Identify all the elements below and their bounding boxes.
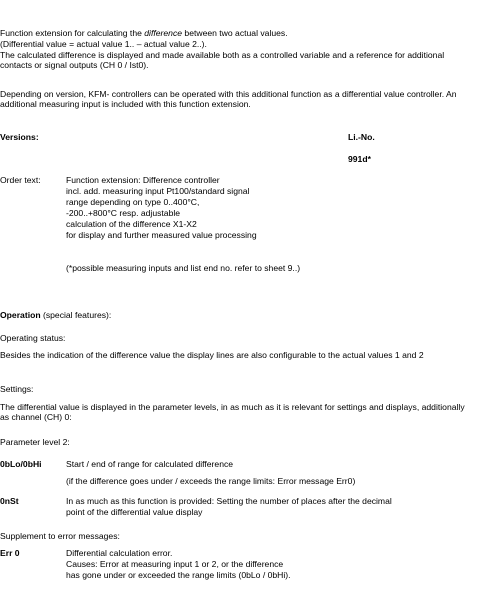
- order-line: range depending on type 0..400°C,: [66, 197, 200, 207]
- param-description: Start / end of range for calculated difference: [66, 459, 234, 469]
- order-line: calculation of the difference X1-X2: [66, 219, 197, 229]
- intro-line-1: [0, 28, 288, 38]
- operation-heading-bold: Operation: [0, 310, 41, 320]
- settings-text: The differential value is displayed in the parameter levels, in as much as it is relevant for settings and displays, additionally as channel (CH) 0:: [0, 402, 465, 423]
- versions-label: Versions:: [0, 132, 39, 142]
- operation-heading-rest: (special features):: [40, 310, 112, 320]
- error-line: Differential calculation error.: [66, 548, 173, 558]
- param-description: (if the difference goes under / exceeds the range limits: Error message Err0): [66, 476, 356, 486]
- param-code: 0nSt: [0, 496, 19, 506]
- param-code: 0bLo/0bHi: [0, 459, 42, 469]
- intro-text: Function extension for calculating the: [0, 28, 145, 38]
- settings-label: Settings:: [0, 384, 34, 394]
- error-supplement-label: Supplement to error messages:: [0, 531, 120, 541]
- operating-status-text: Besides the indication of the difference value the display lines are also configurable to the actual values 1 and 2: [0, 350, 424, 360]
- error-code: Err 0: [0, 548, 20, 558]
- intro-text: between two actual values.: [182, 28, 288, 38]
- order-line: for display and further measured value processing: [66, 230, 257, 240]
- error-line: Causes: Error at measuring input 1 or 2, or the difference: [66, 559, 284, 569]
- param-description: point of the differential value display: [66, 507, 203, 517]
- intro-line-2: (Differential value = actual value 1.. – actual value 2..).: [0, 39, 207, 49]
- operating-status-label: Operating status:: [0, 333, 66, 343]
- intro-paragraph-2: Depending on version, KFM- controllers can be operated with this additional function as a differential value controller. An additional measuring input is included with this function extension.: [0, 89, 457, 110]
- error-line: has gone under or exceeded the range limits (0bLo / 0bHi).: [66, 570, 291, 580]
- operation-heading: [0, 310, 111, 320]
- order-line: -200..+800°C resp. adjustable: [66, 208, 181, 218]
- order-text-label: Order text:: [0, 175, 41, 185]
- param-description: In as much as this function is provided: Setting the number of places after the decimal: [66, 496, 392, 506]
- parameter-level-label: Parameter level 2:: [0, 437, 70, 447]
- order-line: Function extension: Difference controller: [66, 175, 220, 185]
- lino-value: 991d*: [348, 154, 371, 164]
- order-note: (*possible measuring inputs and list end no. refer to sheet 9..): [66, 263, 301, 273]
- intro-line-3: The calculated difference is displayed and made available both as a controlled variable and a reference for additional contacts or signal outputs (CH 0 / Ist0).: [0, 50, 445, 71]
- lino-label: Li.-No.: [348, 132, 375, 142]
- order-line: incl. add. measuring input Pt100/standard signal: [66, 186, 250, 196]
- intro-emphasis: difference: [144, 28, 183, 38]
